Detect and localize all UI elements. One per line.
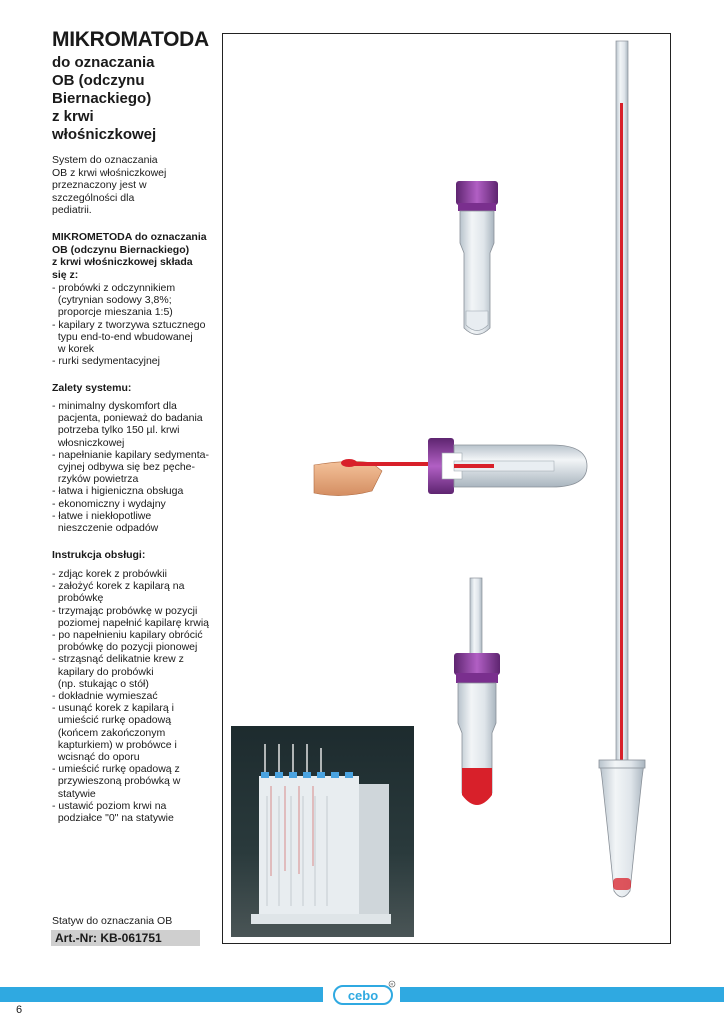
reagent-tube	[456, 181, 498, 335]
footer-bar-right	[400, 987, 724, 1002]
list-item	[52, 580, 212, 604]
intro-line: pediatrii.	[52, 204, 92, 216]
intro-paragraph	[52, 154, 212, 217]
stand-caption: Statyw do oznaczania OB	[52, 915, 173, 927]
list-item-line: proporcje mieszania 1:5)	[52, 306, 173, 319]
page-number: 6	[16, 1004, 23, 1016]
list-item-line: wcisnąć do oporu	[52, 751, 140, 764]
article-number-box	[51, 930, 200, 946]
list-item-line: - strząsnąć delikatnie krew z	[52, 653, 184, 666]
components-list	[52, 282, 212, 367]
list-item-line: - łatwe i niekłopotliwe	[52, 509, 152, 522]
horizontal-filling-tube	[314, 438, 587, 496]
list-item	[52, 568, 212, 580]
list-item-line: cyjnej odbywa się bez pęche-	[52, 461, 195, 474]
page-subtitle	[52, 54, 212, 144]
instructions-list	[52, 568, 212, 824]
subtitle-line: Biernackiego)	[52, 90, 152, 107]
list-item-line: nieszczenie odpadów	[52, 522, 159, 535]
heading-line: Zalety systemu:	[52, 382, 132, 394]
heading-line: się z:	[52, 268, 79, 281]
intro-line: szczególności dla	[52, 191, 135, 204]
intro-line: przeznaczony jest w	[52, 179, 147, 191]
list-item-line: - kapilary z tworzywa sztucznego	[52, 318, 206, 331]
list-item-line: włosniczkowej	[52, 436, 125, 449]
list-item	[52, 319, 212, 356]
heading-line: OB (odczynu Biernackiego)	[52, 243, 190, 256]
list-item-line: - trzymając probówkę w pozycji	[52, 604, 198, 617]
subtitle-line: OB (odczynu	[52, 72, 145, 89]
list-item-line: - zdjąc korek z probówkii	[52, 568, 167, 580]
list-item-line: - umieścić rurkę opadową z	[52, 763, 180, 776]
advantages-list	[52, 400, 212, 534]
heading-line: MIKROMETODA do oznaczania	[52, 231, 207, 243]
list-item-line: poziomej napełnić kapilarę krwią	[52, 616, 209, 629]
subtitle-line: włośniczkowej	[52, 126, 157, 143]
page-title: MIKROMATODA	[52, 28, 209, 51]
logo-text: cebo	[347, 988, 379, 1003]
intro-line: OB z krwi włośniczkowej	[52, 166, 167, 179]
list-item-line: - dokładnie wymieszać	[52, 690, 158, 703]
list-item	[52, 629, 212, 653]
list-item	[52, 355, 212, 367]
list-item	[52, 653, 212, 690]
list-item-line: kapilary do probówki	[52, 665, 154, 678]
list-item-line: (końcem zakończonym	[52, 726, 166, 739]
article-number: Art.-Nr: KB-061751	[55, 931, 162, 945]
subtitle-line: z krwi	[52, 108, 94, 125]
subtitle-line: do oznaczania	[52, 54, 155, 71]
instructions-heading	[52, 549, 145, 562]
list-item	[52, 763, 212, 800]
heading-line: Instrukcja obsługi:	[52, 549, 146, 561]
list-item	[52, 498, 212, 510]
list-item-line: - usunąć korek z kapilarą i	[52, 702, 174, 715]
list-item-line: rzyków powietrza	[52, 473, 139, 486]
components-heading	[52, 231, 207, 281]
list-item	[52, 282, 212, 319]
list-item-line: pacjenta, ponieważ do badania	[52, 412, 203, 425]
list-item-line: - rurki sedymentacyjnej	[52, 355, 160, 368]
intro-line: System do oznaczania	[52, 154, 158, 166]
list-item-line: umieścić rurkę opadową	[52, 714, 172, 727]
vertical-tube-with-blood	[454, 578, 500, 805]
title-block	[52, 28, 212, 144]
advantages-heading	[52, 382, 131, 395]
list-item-line: - minimalny dyskomfort dla	[52, 400, 177, 412]
list-item-line: statywie	[52, 787, 96, 800]
list-item	[52, 605, 212, 629]
svg-text:R: R	[390, 981, 394, 987]
sedimentation-tube	[599, 41, 645, 897]
list-item-line: - napełnianie kapilary sedymenta-	[52, 448, 210, 461]
list-item-line: w korek	[52, 343, 95, 356]
list-item-line: - założyć korek z kapilarą na	[52, 580, 185, 593]
list-item-line: (np. stukając o stół)	[52, 677, 149, 690]
list-item	[52, 449, 212, 486]
cebo-logo	[330, 980, 396, 1008]
list-item-line: - po napełnieniu kapilary obrócić	[52, 629, 203, 642]
list-item-line: probówkę do pozycji pionowej	[52, 641, 198, 654]
footer-bar-left	[0, 987, 323, 1002]
list-item-line: - ekonomiczny i wydajny	[52, 497, 166, 510]
heading-line: z krwi włośniczkowej składa	[52, 256, 193, 268]
list-item	[52, 690, 212, 702]
stand-photo	[231, 726, 414, 937]
list-item-line: - ustawić poziom krwi na	[52, 799, 167, 812]
list-item	[52, 800, 212, 824]
list-item	[52, 400, 212, 449]
list-item-line: (cytrynian sodowy 3,8%;	[52, 294, 172, 307]
list-item	[52, 702, 212, 763]
list-item-line: podziałce "0" na statywie	[52, 812, 174, 825]
list-item-line: przywieszoną probówką w	[52, 775, 181, 788]
list-item-line: potrzeba tylko 150 µl. krwi	[52, 424, 180, 437]
list-item-line: kapturkiem) w probówce i	[52, 738, 177, 751]
list-item	[52, 510, 212, 534]
list-item-line: probówkę	[52, 592, 104, 605]
list-item-line: - łatwa i higieniczna obsługa	[52, 485, 184, 498]
list-item-line: typu end-to-end wbudowanej	[52, 330, 193, 343]
list-item	[52, 485, 212, 497]
list-item-line: - probówki z odczynnikiem	[52, 282, 176, 294]
